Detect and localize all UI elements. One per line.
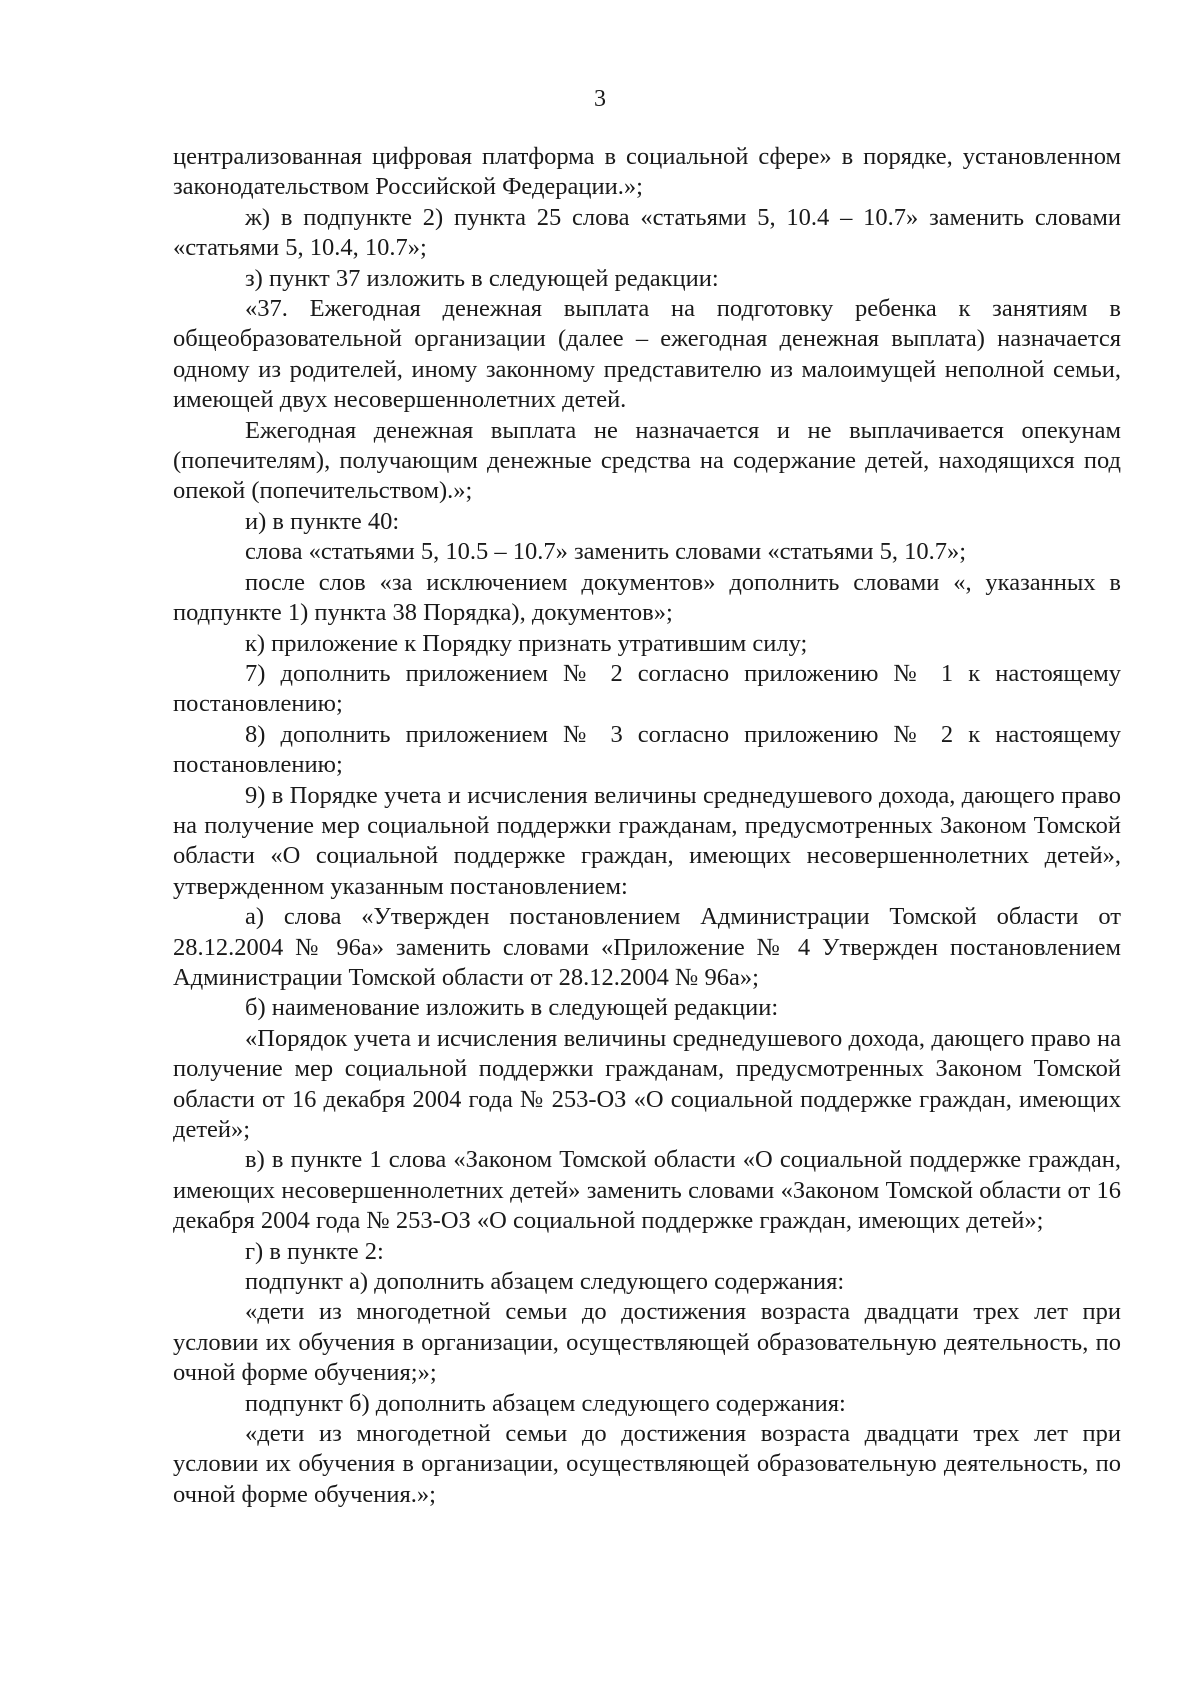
document-paragraph: 7) дополнить приложением № 2 согласно приложению № 1 к настоящему постановлению; [173, 659, 1121, 718]
document-paragraph: «дети из многодетной семьи до достижения возраста двадцати трех лет при условии их обучения в организации, осуществляющей образовательную деятельность, по очной форме обучения;»; [173, 1298, 1121, 1387]
document-paragraph: а) слова «Утвержден постановлением Администрации Томской области от 28.12.2004 № 96а» заменить словами «Приложение № 4 Утвержден постановлением Администрации Томской области от 28.12.2004 № 96а»; [173, 903, 1121, 991]
document-paragraph: в) в пункте 1 слова «Законом Томской области «О социальной поддержке граждан, имеющих несовершеннолетних детей» заменить словами «Законом Томской области от 16 декабря 2004 года № 253-ОЗ «О социальной поддержке граждан, имеющих детей»; [173, 1146, 1121, 1235]
document-paragraph: ж) в подпункте 2) пункта 25 слова «статьями 5, 10.4 – 10.7» заменить словами «статьями 5, 10.4, 10.7»; [173, 203, 1121, 262]
document-paragraph: «37. Ежегодная денежная выплата на подготовку ребенка к занятиям в общеобразовательной организации (далее – ежегодная денежная выплата) назначается одному из родителей, иному законному представителю из малоимущей неполной семьи, имеющей двух несовершеннолетних детей. [173, 295, 1121, 414]
document-paragraph: «Порядок учета и исчисления величины среднедушевого дохода, дающего право на получение мер социальной поддержки гражданам, предусмотренных Законом Томской области от 16 декабря 2004 года № 253-ОЗ «О социальной поддержке граждан, имеющих детей»; [173, 1024, 1121, 1143]
document-paragraph: 9) в Порядке учета и исчисления величины среднедушевого дохода, дающего право на получение мер социальной поддержки гражданам, предусмотренных Законом Томской области «О социальной поддержке граждан, имеющих несовершеннолетних детей», утвержденном указанным постановлением: [173, 781, 1121, 900]
document-paragraph: 8) дополнить приложением № 3 согласно приложению № 2 к настоящему постановлению; [173, 720, 1121, 779]
document-paragraph: и) в пункте 40: [245, 507, 400, 535]
document-paragraph: подпункт а) дополнить абзацем следующего содержания: [245, 1268, 845, 1296]
document-body [173, 142, 1121, 1510]
document-paragraph: б) наименование изложить в следующей редакции: [245, 994, 779, 1022]
document-paragraph: г) в пункте 2: [245, 1237, 384, 1265]
document-paragraph: централизованная цифровая платформа в социальной сфере» в порядке, установленном законодательством Российской Федерации.»; [173, 143, 1121, 201]
document-paragraph: слова «статьями 5, 10.5 – 10.7» заменить словами «статьями 5, 10.7»; [245, 538, 967, 566]
page-number: 3 [594, 86, 606, 112]
document-paragraph: «дети из многодетной семьи до достижения возраста двадцати трех лет при условии их обучения в организации, осуществляющей образовательную деятельность, по очной форме обучения.»; [173, 1420, 1121, 1508]
document-paragraph: подпункт б) дополнить абзацем следующего содержания: [245, 1389, 846, 1417]
document-paragraph: Ежегодная денежная выплата не назначается и не выплачивается опекунам (попечителям), получающим денежные средства на содержание детей, находящихся под опекой (попечительством).»; [173, 416, 1121, 505]
document-paragraph: к) приложение к Порядку признать утратившим силу; [245, 629, 808, 657]
document-paragraph: после слов «за исключением документов» дополнить словами «, указанных в подпункте 1) пункта 38 Порядка), документов»; [173, 568, 1121, 627]
document-paragraph: з) пункт 37 изложить в следующей редакции: [245, 264, 719, 292]
